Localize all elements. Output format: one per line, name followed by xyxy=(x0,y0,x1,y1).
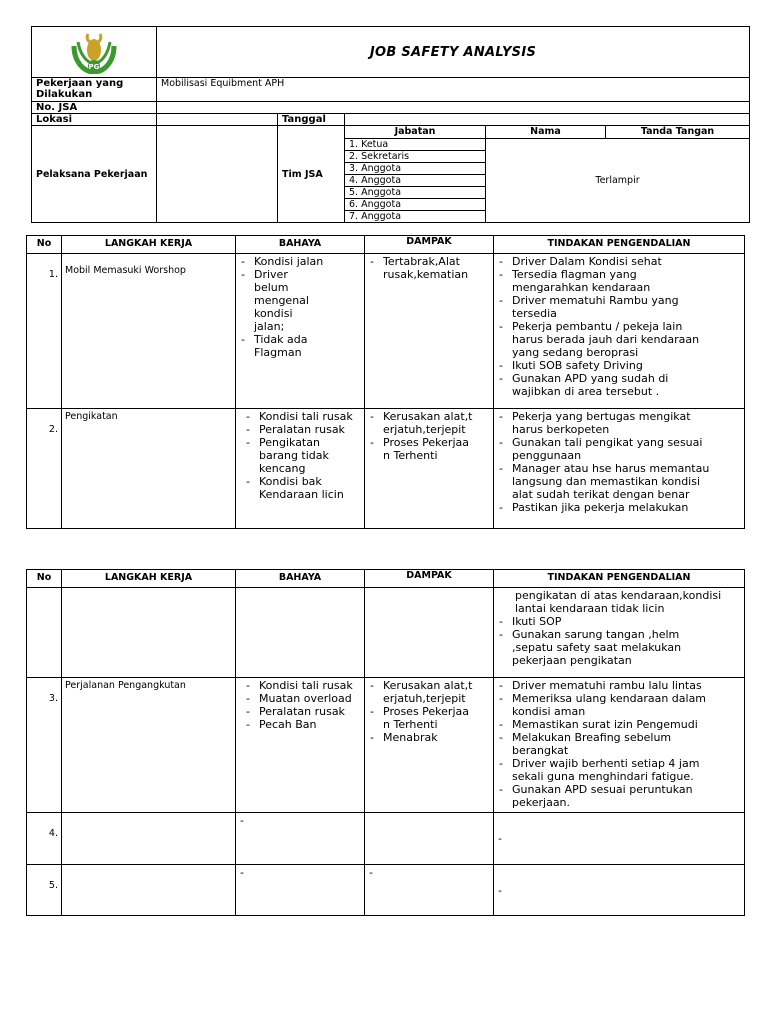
table-row xyxy=(27,588,745,678)
tindakan-cell xyxy=(494,409,745,529)
row-number: 5. xyxy=(27,865,62,916)
table-row xyxy=(27,865,745,916)
list-item: - Manager atau hse harus memantau langsung dan memastikan kondisi alat sudah terikat dengan benar xyxy=(499,462,710,501)
tindakan-cell xyxy=(494,678,745,813)
langkah-kerja: Perjalanan Pengangkutan xyxy=(62,678,236,813)
langkah-kerja xyxy=(62,865,236,916)
bahaya-cell xyxy=(236,254,365,409)
list-item: - Kerusakan alat,terjatuh,terjepit xyxy=(370,410,473,436)
list-item: - Pastikan jika pekerja melakukan xyxy=(499,501,689,514)
dampak-cell xyxy=(365,678,494,813)
col-no: No xyxy=(27,236,62,254)
no-jsa-label: No. JSA xyxy=(32,102,157,114)
col-tindakan: TINDAKAN PENGENDALIAN xyxy=(494,570,745,588)
dampak-cell xyxy=(365,813,494,865)
list-item: - Tersedia flagman yang mengarahkan kendaraan xyxy=(499,268,651,294)
col-no: No xyxy=(27,570,62,588)
bahaya-cell xyxy=(236,409,365,529)
pelaksana-label: Pelaksana Pekerjaan xyxy=(32,126,157,223)
table-row xyxy=(27,409,745,529)
list-item: - Muatan overload xyxy=(246,692,352,705)
tindakan-cell: - xyxy=(494,813,745,865)
tindakan-cell: - xyxy=(494,865,745,916)
jsa-steps-table-1 xyxy=(26,235,745,529)
list-item: - Peralatan rusak xyxy=(246,705,345,718)
table-row xyxy=(27,254,745,409)
company-logo xyxy=(68,28,120,74)
list-item: - Driver wajib berhenti setiap 4 jam sekali guna menghindari fatigue. xyxy=(499,757,700,783)
bahaya-cell: - xyxy=(236,865,365,916)
langkah-kerja xyxy=(62,588,236,678)
pekerjaan-value: Mobilisasi Equibment APH xyxy=(157,78,750,102)
list-item: - Ikuti SOP xyxy=(499,615,562,628)
list-item: - Driver mematuhi Rambu yang tersedia xyxy=(499,294,679,320)
langkah-kerja xyxy=(62,813,236,865)
list-item: - Driver Dalam Kondisi sehat xyxy=(499,255,662,268)
list-item: - Memastikan surat izin Pengemudi xyxy=(499,718,698,731)
langkah-kerja: Pengikatan xyxy=(62,409,236,529)
bahaya-cell: - xyxy=(236,813,365,865)
team-role: 6. Anggota xyxy=(345,199,486,211)
list-item: - Gunakan APD sesuai peruntukan pekerjaan. xyxy=(499,783,693,809)
tindakan-continued: pengikatan di atas kendaraan,kondisi lantai kendaraan tidak licin xyxy=(515,589,722,615)
list-item: - Proses Pekerjaan Terhenti xyxy=(370,705,469,731)
list-item: - Melakukan Breafing sebelum berangkat xyxy=(499,731,672,757)
bahaya-cell xyxy=(236,678,365,813)
row-number: 2. xyxy=(27,409,62,529)
dampak-cell xyxy=(365,588,494,678)
pekerjaan-label: Pekerjaan yang Dilakukan xyxy=(32,78,157,102)
jabatan-header: Jabatan xyxy=(345,126,486,139)
list-item: - Driver belum mengenal kondisi jalan; xyxy=(241,268,309,333)
row-number: 4. xyxy=(27,813,62,865)
logo-cell xyxy=(32,27,157,78)
lokasi-value xyxy=(157,114,278,126)
dampak-cell xyxy=(365,409,494,529)
team-role: 4. Anggota xyxy=(345,175,486,187)
list-item: - Kondisi tali rusak xyxy=(246,410,353,423)
jsa-steps-table-2 xyxy=(26,569,745,916)
tim-jsa-label: Tim JSA xyxy=(278,126,345,223)
list-item: - Tidak ada Flagman xyxy=(241,333,308,359)
team-role: 3. Anggota xyxy=(345,163,486,175)
list-item: - Tertabrak,Alat rusak,kematian xyxy=(370,255,469,281)
table-row xyxy=(27,813,745,865)
col-langkah: LANGKAH KERJA xyxy=(62,570,236,588)
list-item: - Gunakan tali pengikat yang sesuai penggunaan xyxy=(499,436,703,462)
langkah-kerja: Mobil Memasuki Worshop xyxy=(62,254,236,409)
col-tindakan: TINDAKAN PENGENDALIAN xyxy=(494,236,745,254)
col-bahaya: BAHAYA xyxy=(236,570,365,588)
list-item: - Pekerja yang bertugas mengikat harus berkopeten xyxy=(499,410,691,436)
document-title: JOB SAFETY ANALYSIS xyxy=(157,27,750,78)
col-bahaya: BAHAYA xyxy=(236,236,365,254)
bahaya-cell xyxy=(236,588,365,678)
dampak-cell xyxy=(365,254,494,409)
row-number: 1. xyxy=(27,254,62,409)
logo-text: PG xyxy=(88,62,100,71)
list-item: - Gunakan sarung tangan ,helm ,sepatu safety saat melakukan pekerjaan pengikatan xyxy=(499,628,682,667)
jsa-header-table xyxy=(31,26,750,223)
team-role: 7. Anggota xyxy=(345,211,486,223)
col-dampak: DAMPAK xyxy=(365,236,494,254)
pelaksana-value xyxy=(157,126,278,223)
col-dampak: DAMPAK xyxy=(365,570,494,588)
table-row xyxy=(27,678,745,813)
list-item: - Gunakan APD yang sudah di wajibkan di area tersebut . xyxy=(499,372,669,398)
lokasi-label: Lokasi xyxy=(32,114,157,126)
tanggal-label: Tanggal xyxy=(278,114,345,126)
list-item: - Driver mematuhi rambu lalu lintas xyxy=(499,679,702,692)
list-item: - Proses Pekerjaan Terhenti xyxy=(370,436,469,462)
tindakan-cell xyxy=(494,588,745,678)
list-item: - Kondisi jalan xyxy=(241,255,324,268)
no-jsa-value xyxy=(157,102,750,114)
list-item: - Pecah Ban xyxy=(246,718,317,731)
list-item: - Pekerja pembantu / pekeja lain harus berada jauh dari kendaraan yang sedang beroprasi xyxy=(499,320,700,359)
team-role: 1. Ketua xyxy=(345,139,486,151)
tindakan-cell xyxy=(494,254,745,409)
list-item: - Kondisi bak Kendaraan licin xyxy=(246,475,344,501)
row-number: 3. xyxy=(27,678,62,813)
tanda-tangan-header: Tanda Tangan xyxy=(606,126,750,139)
list-item: - Kerusakan alat,terjatuh,terjepit xyxy=(370,679,473,705)
row-number xyxy=(27,588,62,678)
tanggal-value xyxy=(345,114,750,126)
col-langkah: LANGKAH KERJA xyxy=(62,236,236,254)
team-role: 5. Anggota xyxy=(345,187,486,199)
list-item: - Menabrak xyxy=(370,731,438,744)
list-item: - Pengikatan barang tidak kencang xyxy=(246,436,329,475)
dampak-cell: - xyxy=(365,865,494,916)
team-role: 2. Sekretaris xyxy=(345,151,486,163)
list-item: - Kondisi tali rusak xyxy=(246,679,353,692)
nama-header: Nama xyxy=(486,126,606,139)
team-note: Terlampir xyxy=(486,139,750,223)
list-item: - Peralatan rusak xyxy=(246,423,345,436)
list-item: - Ikuti SOB safety Driving xyxy=(499,359,643,372)
list-item: - Memeriksa ulang kendaraan dalam kondisi aman xyxy=(499,692,707,718)
